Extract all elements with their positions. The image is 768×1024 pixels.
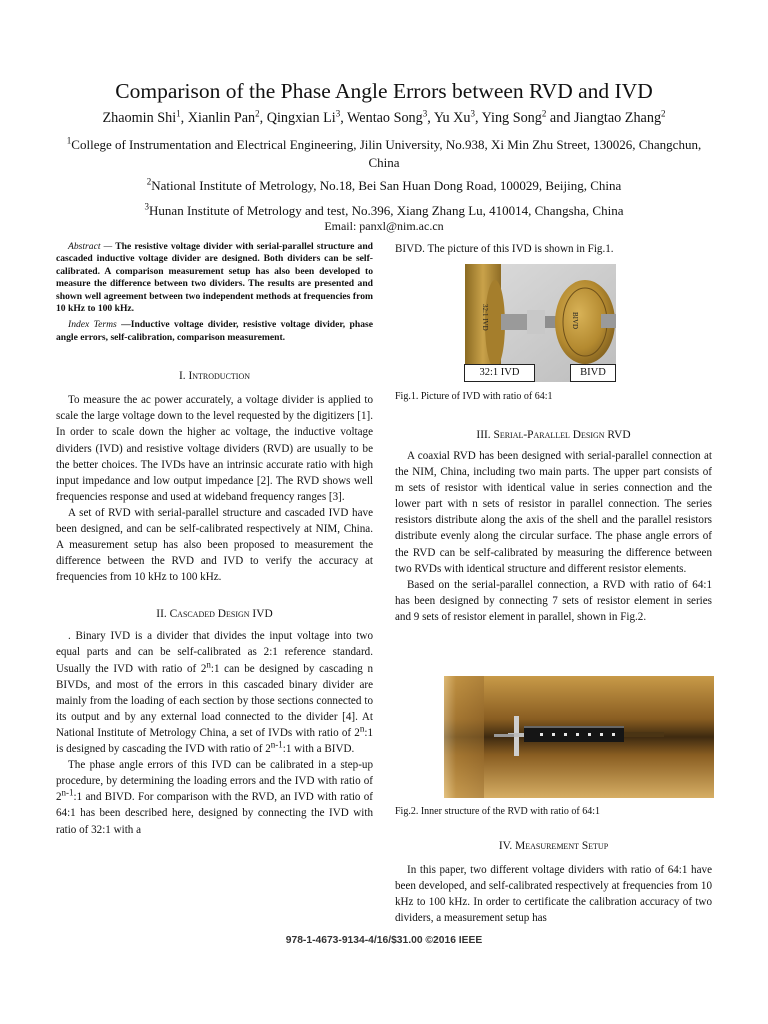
figure-2-photo <box>444 676 714 798</box>
svg-text:32:1 IVD: 32:1 IVD <box>481 304 489 331</box>
author: Xianlin Pan$^2$, <box>187 108 267 126</box>
section-heading-measurement-setup: IV. Measurement Setup <box>498 840 609 852</box>
rvd-inner-structure-illustration <box>444 676 714 798</box>
section-heading-cascaded-ivd: II. Cascaded Design IVD <box>156 608 273 621</box>
paper-title: Comparison of the Phase Angle Errors between RVD and IVD <box>115 79 653 103</box>
author: Zhaomin Shi$^1$, <box>102 108 188 126</box>
author: Yu Xu$^3$, <box>433 108 482 126</box>
author: Qingxian Li$^3$, <box>266 108 348 126</box>
index-terms: Index Terms —Inductive voltage divider, resistive voltage divider, phase angle errors, self-calibration, comparison measurement. <box>56 319 373 343</box>
right-column-top <box>395 241 712 257</box>
contact-email[interactable]: Email: panxl@nim.ac.cn <box>324 219 444 233</box>
affiliation-1: $^1$College of Instrumentation and Electrical Engineering, Jilin University, No.938, Xi Min Zhu Street, 130026, Changchun, China <box>66 135 702 170</box>
right-column-middle <box>395 427 712 625</box>
author: Wentao Song$^3$, <box>347 108 434 126</box>
affiliation-2: $^2$National Institute of Metrology, No.18, Bei San Huan Dong Road, 100029, Beijing, China <box>146 176 622 193</box>
author: Ying Song$^2$ and <box>481 108 574 126</box>
cascaded-paragraph-2: The phase angle errors of this IVD can be calibrated in a step-up procedure, by determining the loading errors and the IVD with ratio of 2$^{n-1}$:1 and BIVD. For comparison with the RVD, an IVD with ratio of 64:1 has been described here, designed by connecting the IVD with ratio of 32:1 with a <box>56 759 373 836</box>
figure-1-label-bivd: BIVD <box>570 364 616 382</box>
left-column <box>56 241 373 838</box>
abstract: Abstract — The resistive voltage divider with serial-parallel structure and cascaded inductive voltage divider are designed. Both dividers can be self-calibrated. A comparison measurement setup has also been developed to measure the difference between two dividers. The results are presented and shown well agreement between two independent methods at frequencies from 10 kHz to 100 kHz. <box>56 241 374 315</box>
figure-1-label-ivd: 32:1 IVD <box>464 364 535 382</box>
intro-paragraph-2: A set of RVD with serial-parallel structure and cascaded IVD have been designed, and can be self-calibrated respectively at NIM, China. A measurement setup has also been proposed to measurement the difference between the RVD and IVD to verify the accuracy at frequencies from 10 kHz to 100 kHz. <box>56 506 373 584</box>
right-column-bottom <box>395 838 712 926</box>
intro-paragraph-1: To measure the ac power accurately, a voltage divider is applied to scale the large voltage down to the level requested by the digitizers [1]. In order to scale down the higher ac voltage, the inductive voltage dividers (IVD) and resistive voltage dividers (RVD) are usually to be the better choices. The IVDs have an intrinsic accurate ratio with high input impedance and low output impedance [2]. The RVD shows well frequencies response and used at wideband frequency ranges [3]. <box>56 394 373 503</box>
figure-2-caption: Fig.2. Inner structure of the RVD with ratio of 64:1 <box>395 806 600 817</box>
affiliation-3: $^3$Hunan Institute of Metrology and test, No.396, Xiang Zhang Lu, 410014, Changsha, China <box>144 201 624 218</box>
measurement-paragraph-1: In this paper, two different voltage dividers with ratio of 64:1 have been developed, and self-calibrated respectively at frequencies from 10 kHz to 100 kHz. In order to certificate the calibration accuracy of two dividers, a measurement setup has <box>395 864 712 925</box>
serial-paragraph-2: Based on the serial-parallel connection, a RVD with ratio of 64:1 has been designed by connecting 7 sets of resistor element in series and 9 sets of resistor element in parallel, shown in Fig.2. <box>395 578 712 623</box>
bivd-continuation: BIVD. The picture of this IVD is shown in Fig.1. <box>395 243 614 255</box>
figure-1-caption: Fig.1. Picture of IVD with ratio of 64:1 <box>395 391 553 402</box>
author-list <box>0 108 768 128</box>
author: Jiangtao Zhang$^2$ <box>573 108 666 126</box>
serial-paragraph-1: A coaxial RVD has been designed with serial-parallel connection at the NIM, China, including two main parts. The upper part consists of m sets of resistor with identical value in series connection and the lower part with n sets of resistor in parallel connection. The series resistors distribute along the axis of the shell and the parallel resistors distribute evenly along the circular surface. The phase angle errors of the RVD can be self-calibrated by measuring the difference between two RVDs with identical structure and different resistor elements. <box>395 450 712 575</box>
cascaded-paragraph-1: . Binary IVD is a divider that divides the input voltage into two equal parts and can be self-calibrated as 2:1 reference standard. Usually the IVD with ratio of 2$^n$:1 can be designed by cascading n BIVDs, and most of the errors in this cascaded binary divider are mainly from the loading of each section by those sections connected to its output and by any external load connected to the divider [4]. At National Institute of Metrology China, a set of IVDs with ratio of 2$^n$:1 is designed by cascading the IVD with ratio of 2$^{n-1}$:1 with a BIVD. <box>56 630 373 756</box>
section-heading-serial-parallel-rvd: III. Serial-Parallel Design RVD <box>476 429 631 441</box>
section-heading-introduction: I. Introduction <box>178 370 251 383</box>
svg-text:BIVD: BIVD <box>571 312 579 330</box>
copyright-footer: 978-1-4673-9134-4/16/$31.00 ©2016 IEEE <box>285 935 483 946</box>
